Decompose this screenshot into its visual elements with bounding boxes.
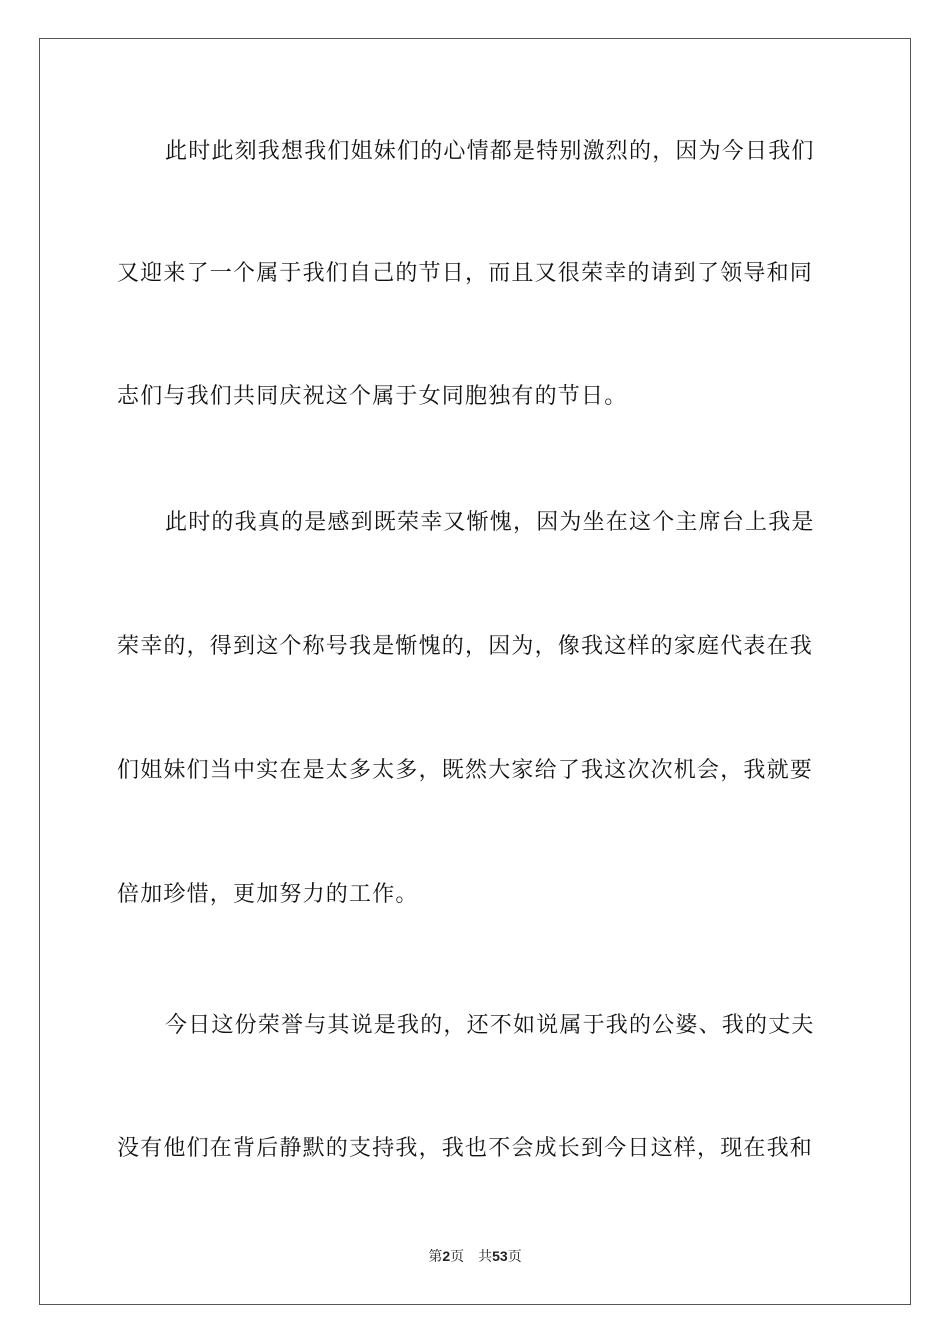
page-prefix: 第 — [428, 1249, 443, 1265]
paragraph-1-line-3: 志们与我们共同庆祝这个属于女同胞独有的节日。 — [117, 384, 628, 409]
paragraph-1-line-1: 此时此刻我想我们姐妹们的心情都是特别激烈的，因为今日我们 — [165, 139, 815, 164]
paragraph-1-line-2: 又迎来了一个属于我们自己的节日，而且又很荣幸的请到了领导和同 — [117, 261, 814, 286]
paragraph-2-line-4: 倍加珍惜，更加努力的工作。 — [117, 882, 419, 907]
paragraph-2-line-2: 荣幸的，得到这个称号我是惭愧的，因为，像我这样的家庭代表在我 — [117, 634, 814, 659]
page-number: 2 — [442, 1248, 451, 1264]
paragraph-2-line-1: 此时的我真的是感到既荣幸又惭愧，因为坐在这个主席台上我是 — [165, 510, 815, 535]
total-prefix: 共 — [478, 1249, 493, 1265]
page-footer — [0, 1246, 950, 1267]
page-suffix: 页 — [450, 1249, 465, 1265]
paragraph-2-line-3: 们姐妹们当中实在是太多太多，既然大家给了我这次次机会，我就要 — [117, 758, 814, 783]
page-border — [39, 38, 911, 1305]
total-pages: 53 — [492, 1248, 508, 1264]
paragraph-3-line-1: 今日这份荣誉与其说是我的，还不如说属于我的公婆、我的丈夫 — [165, 1013, 815, 1038]
total-suffix: 页 — [507, 1249, 522, 1265]
paragraph-3-line-2: 没有他们在背后静默的支持我，我也不会成长到今日这样，现在我和 — [117, 1136, 814, 1161]
